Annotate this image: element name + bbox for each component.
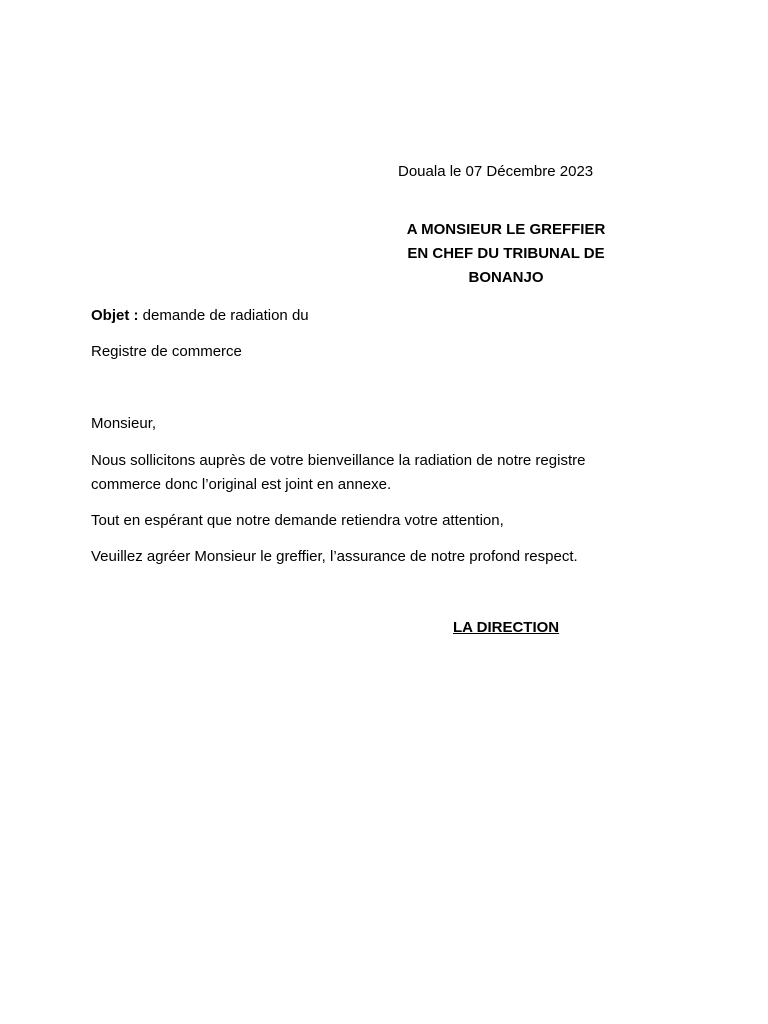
recipient-line: EN CHEF DU TRIBUNAL DE: [407, 245, 605, 262]
object-text-continued: Registre de commerce: [91, 343, 242, 360]
paragraph-line: Nous sollicitons auprès de votre bienveillance la radiation de notre registre: [91, 452, 586, 469]
object-text: demande de radiation du: [138, 307, 309, 324]
recipient-line: BONANJO: [468, 269, 544, 286]
closing-paragraph: Veuillez agréer Monsieur le greffier, l’assurance de notre profond respect.: [91, 548, 578, 565]
letter-date: Douala le 07 Décembre 2023: [398, 163, 594, 180]
body-paragraph: [91, 449, 691, 497]
object-line: [91, 306, 309, 326]
recipient-line: A MONSIEUR LE GREFFIER: [406, 221, 606, 238]
body-paragraph: Tout en espérant que notre demande retiendra votre attention,: [91, 512, 504, 529]
signature: LA DIRECTION: [453, 619, 560, 636]
recipient-block: [400, 218, 612, 290]
salutation: Monsieur,: [91, 415, 157, 432]
object-label: Objet :: [91, 307, 139, 324]
paragraph-line: commerce donc l’original est joint en annexe.: [91, 476, 392, 493]
